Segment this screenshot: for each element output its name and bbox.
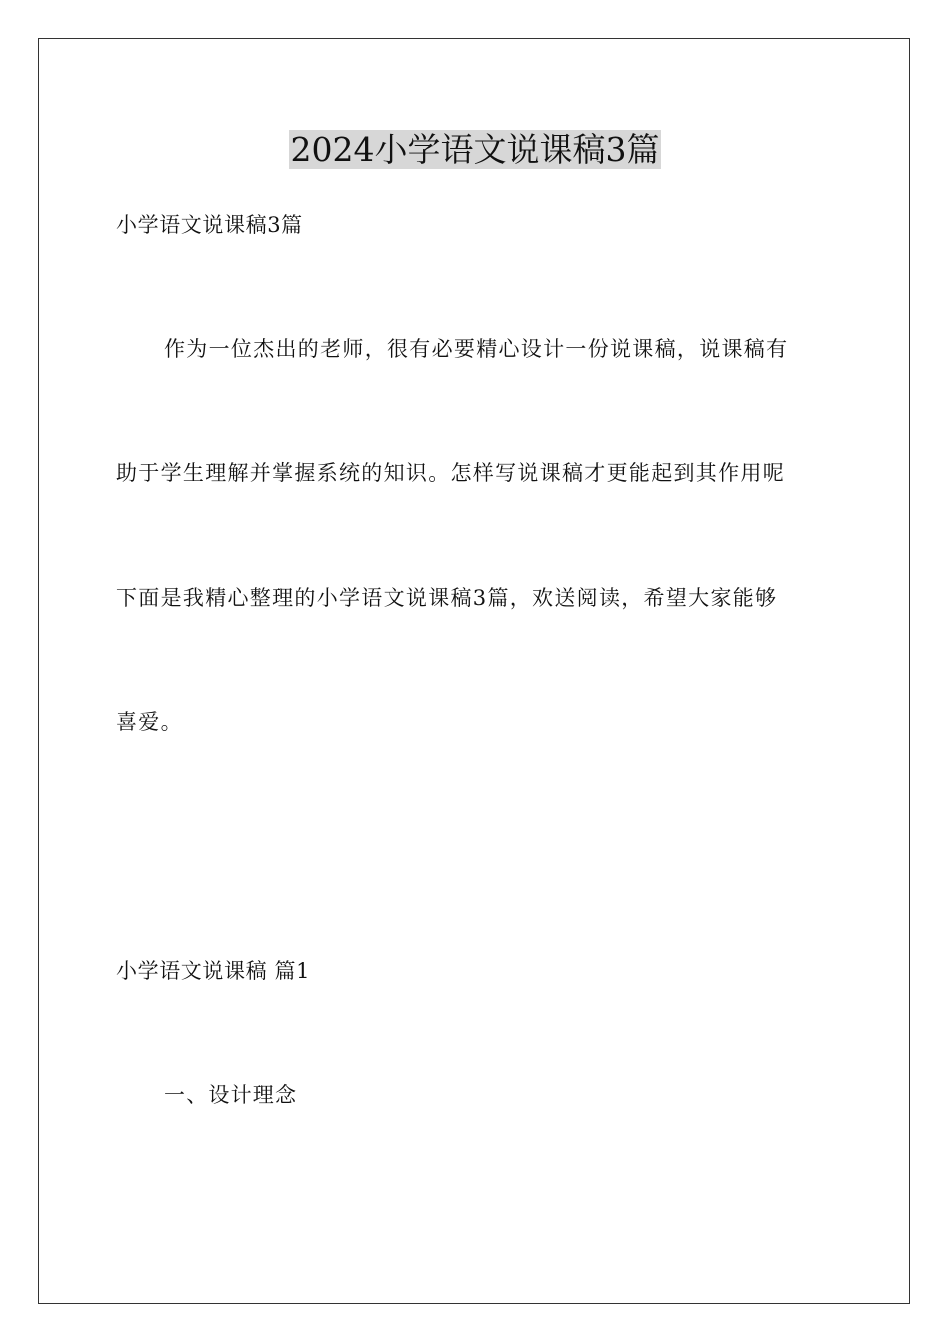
- document-title-text: 2024小学语文说课稿3篇: [290, 130, 660, 169]
- document-subtitle: 小学语文说课稿3篇: [116, 213, 303, 237]
- section-heading: 小学语文说课稿 篇1: [116, 959, 311, 983]
- intro-line-4: 喜爱。: [116, 710, 183, 734]
- intro-line-3: 下面是我精心整理的小学语文说课稿3篇，欢送阅读，希望大家能够: [116, 586, 778, 610]
- intro-line-1: 作为一位杰出的老师，很有必要精心设计一份说课稿，说课稿有: [164, 337, 789, 361]
- subsection-heading: 一、设计理念: [164, 1083, 298, 1107]
- intro-line-2: 助于学生理解并掌握系统的知识。怎样写说课稿才更能起到其作用呢: [116, 461, 785, 485]
- document-title: [0, 128, 950, 172]
